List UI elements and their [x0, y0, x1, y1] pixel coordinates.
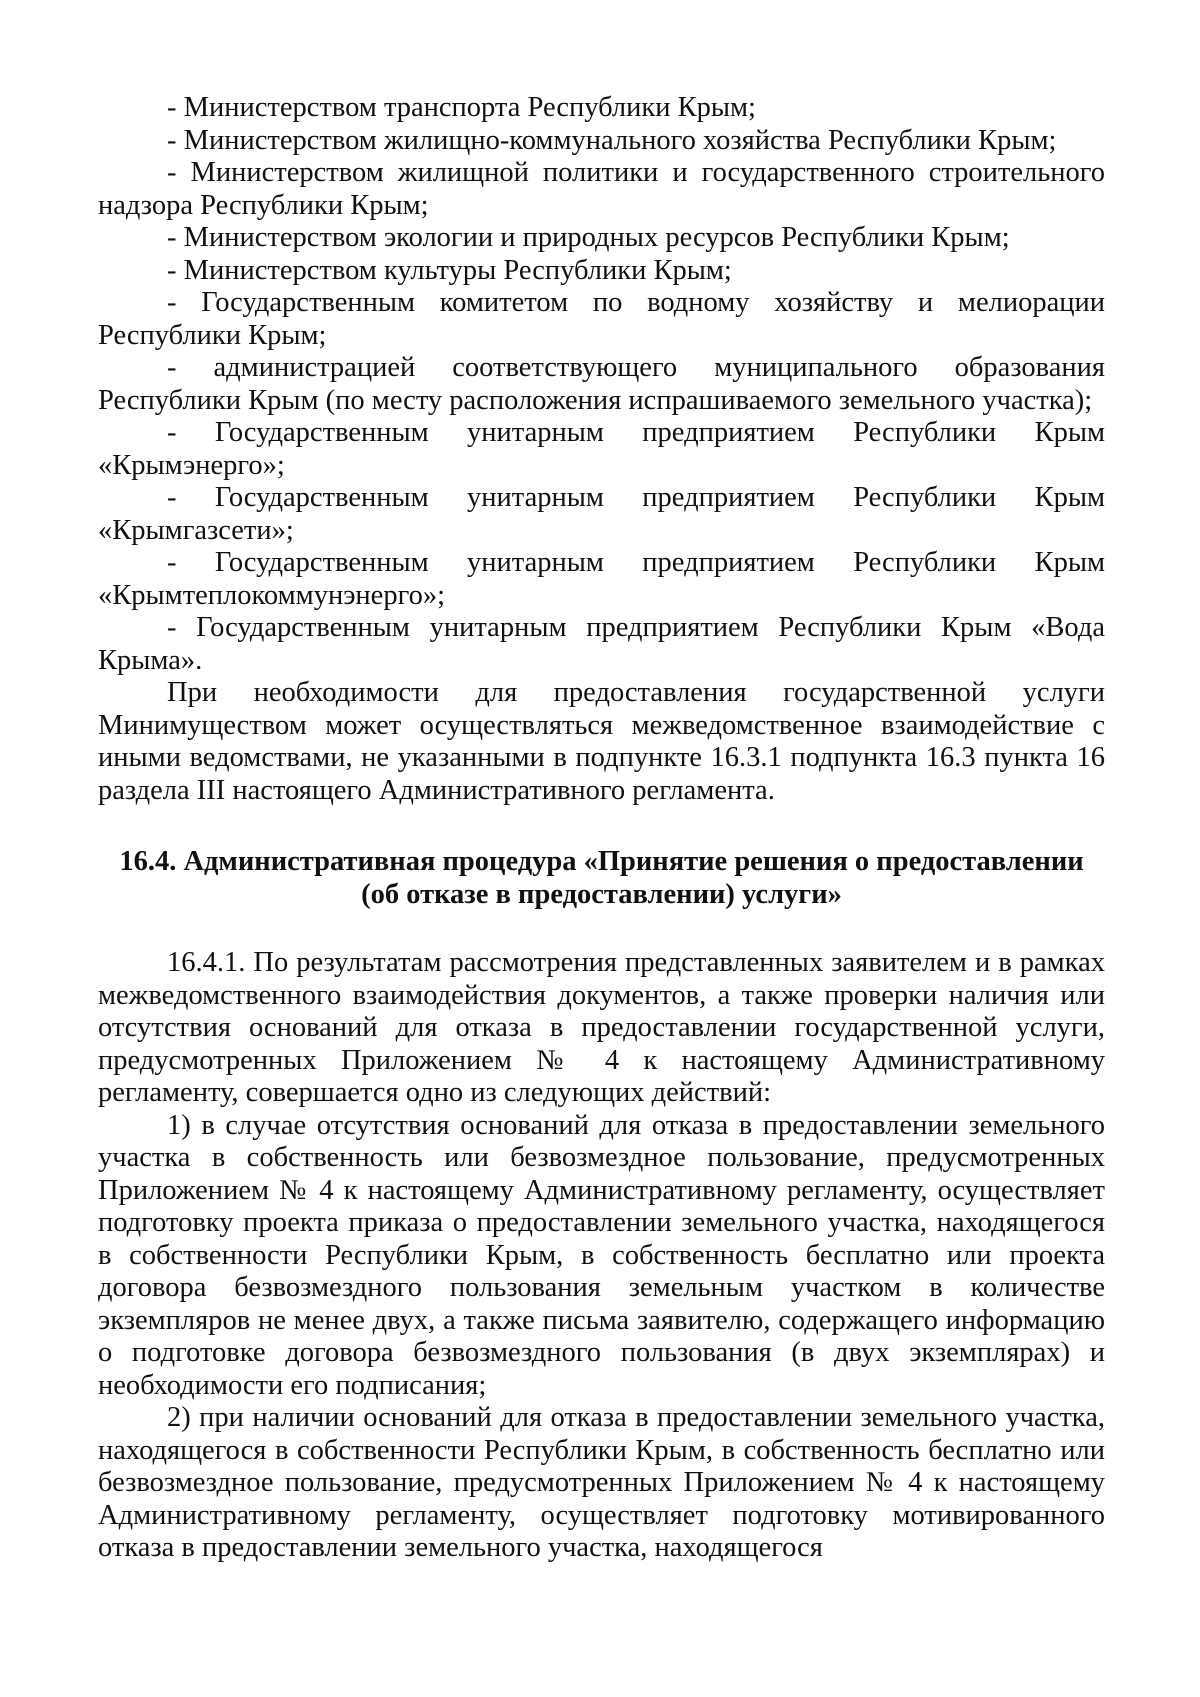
paragraph: 1) в случае отсутствия оснований для отказа в предоставлении земельного участка в собственность или безвозмездное пользование, предусмотренных Приложением № 4 к настоящему Административному регламенту, осуществляет подготовку проекта приказа о предоставлении земельного участка, находящегося в собственности Республики Крым, в собственность бесплатно или проекта договора безвозмездного пользования земельным участком в количестве экземпляров не менее двух, а также письма заявителю, содержащего информацию о подготовке договора безвозмездного пользования (в двух экземплярах) и необходимости его подписания;: [98, 1109, 1105, 1401]
list-item: - Министерством транспорта Республики Крым;: [167, 92, 756, 123]
list-item: - Государственным унитарным предприятием Республики Крым «Крымгазсети»;: [98, 482, 1105, 546]
paragraph: 16.4.1. По результатам рассмотрения представленных заявителем и в рамках межведомственного взаимодействия документов, а также проверки наличия или отсутствия оснований для отказа в предоставлении государственной услуги, предусмотренных Приложением № 4 к настоящему Административному регламенту, совершается одно из следующих действий:: [98, 947, 1105, 1108]
list-item: - Министерством жилищной политики и государственного строительного надзора Республики Крым;: [98, 157, 1105, 221]
list-item: - Государственным комитетом по водному хозяйству и мелиорации Республики Крым;: [98, 287, 1105, 351]
list-item: - администрацией соответствующего муниципального образования Республики Крым (по месту расположения испрашиваемого земельного участка);: [98, 352, 1105, 416]
list-item: - Министерством культуры Республики Крым;: [167, 254, 732, 286]
list-item: - Министерством экологии и природных ресурсов Республики Крым;: [167, 222, 1010, 253]
interagency-note: При необходимости для предоставления государственной услуги Минимуществом может осуществляться межведомственное взаимодействие с иными ведомствами, не указанными в подпункте 16.3.1 подпункта 16.3 пункта 16 раздела III настоящего Административного регламента.: [98, 677, 1105, 806]
list-item: - Государственным унитарным предприятием Республики Крым «Крымтеплокоммунэнерго»;: [98, 547, 1105, 611]
section-heading-line-1: 16.4. Административная процедура «Принятие решения о предоставлении: [119, 846, 1084, 877]
list-item: - Министерством жилищно-коммунального хозяйства Республики Крым;: [167, 124, 1057, 156]
paragraph: 2) при наличии оснований для отказа в предоставлении земельного участка, находящегося в собственности Республики Крым, в собственность бесплатно или безвозмездное пользование, предусмотренных Приложением № 4 к настоящему Административному регламенту, осуществляет подготовку мотивированного отказа в предоставлении земельного участка, находящегося: [98, 1402, 1105, 1563]
section-heading-line-2: (об отказе в предоставлении) услуги»: [361, 879, 842, 910]
agency-list: [98, 92, 1105, 677]
list-item: - Государственным унитарным предприятием Республики Крым «Вода Крыма».: [98, 612, 1105, 676]
section-heading: [98, 845, 1105, 911]
list-item: - Государственным унитарным предприятием Республики Крым «Крымэнерго»;: [98, 417, 1105, 481]
section-body: [98, 947, 1105, 1565]
